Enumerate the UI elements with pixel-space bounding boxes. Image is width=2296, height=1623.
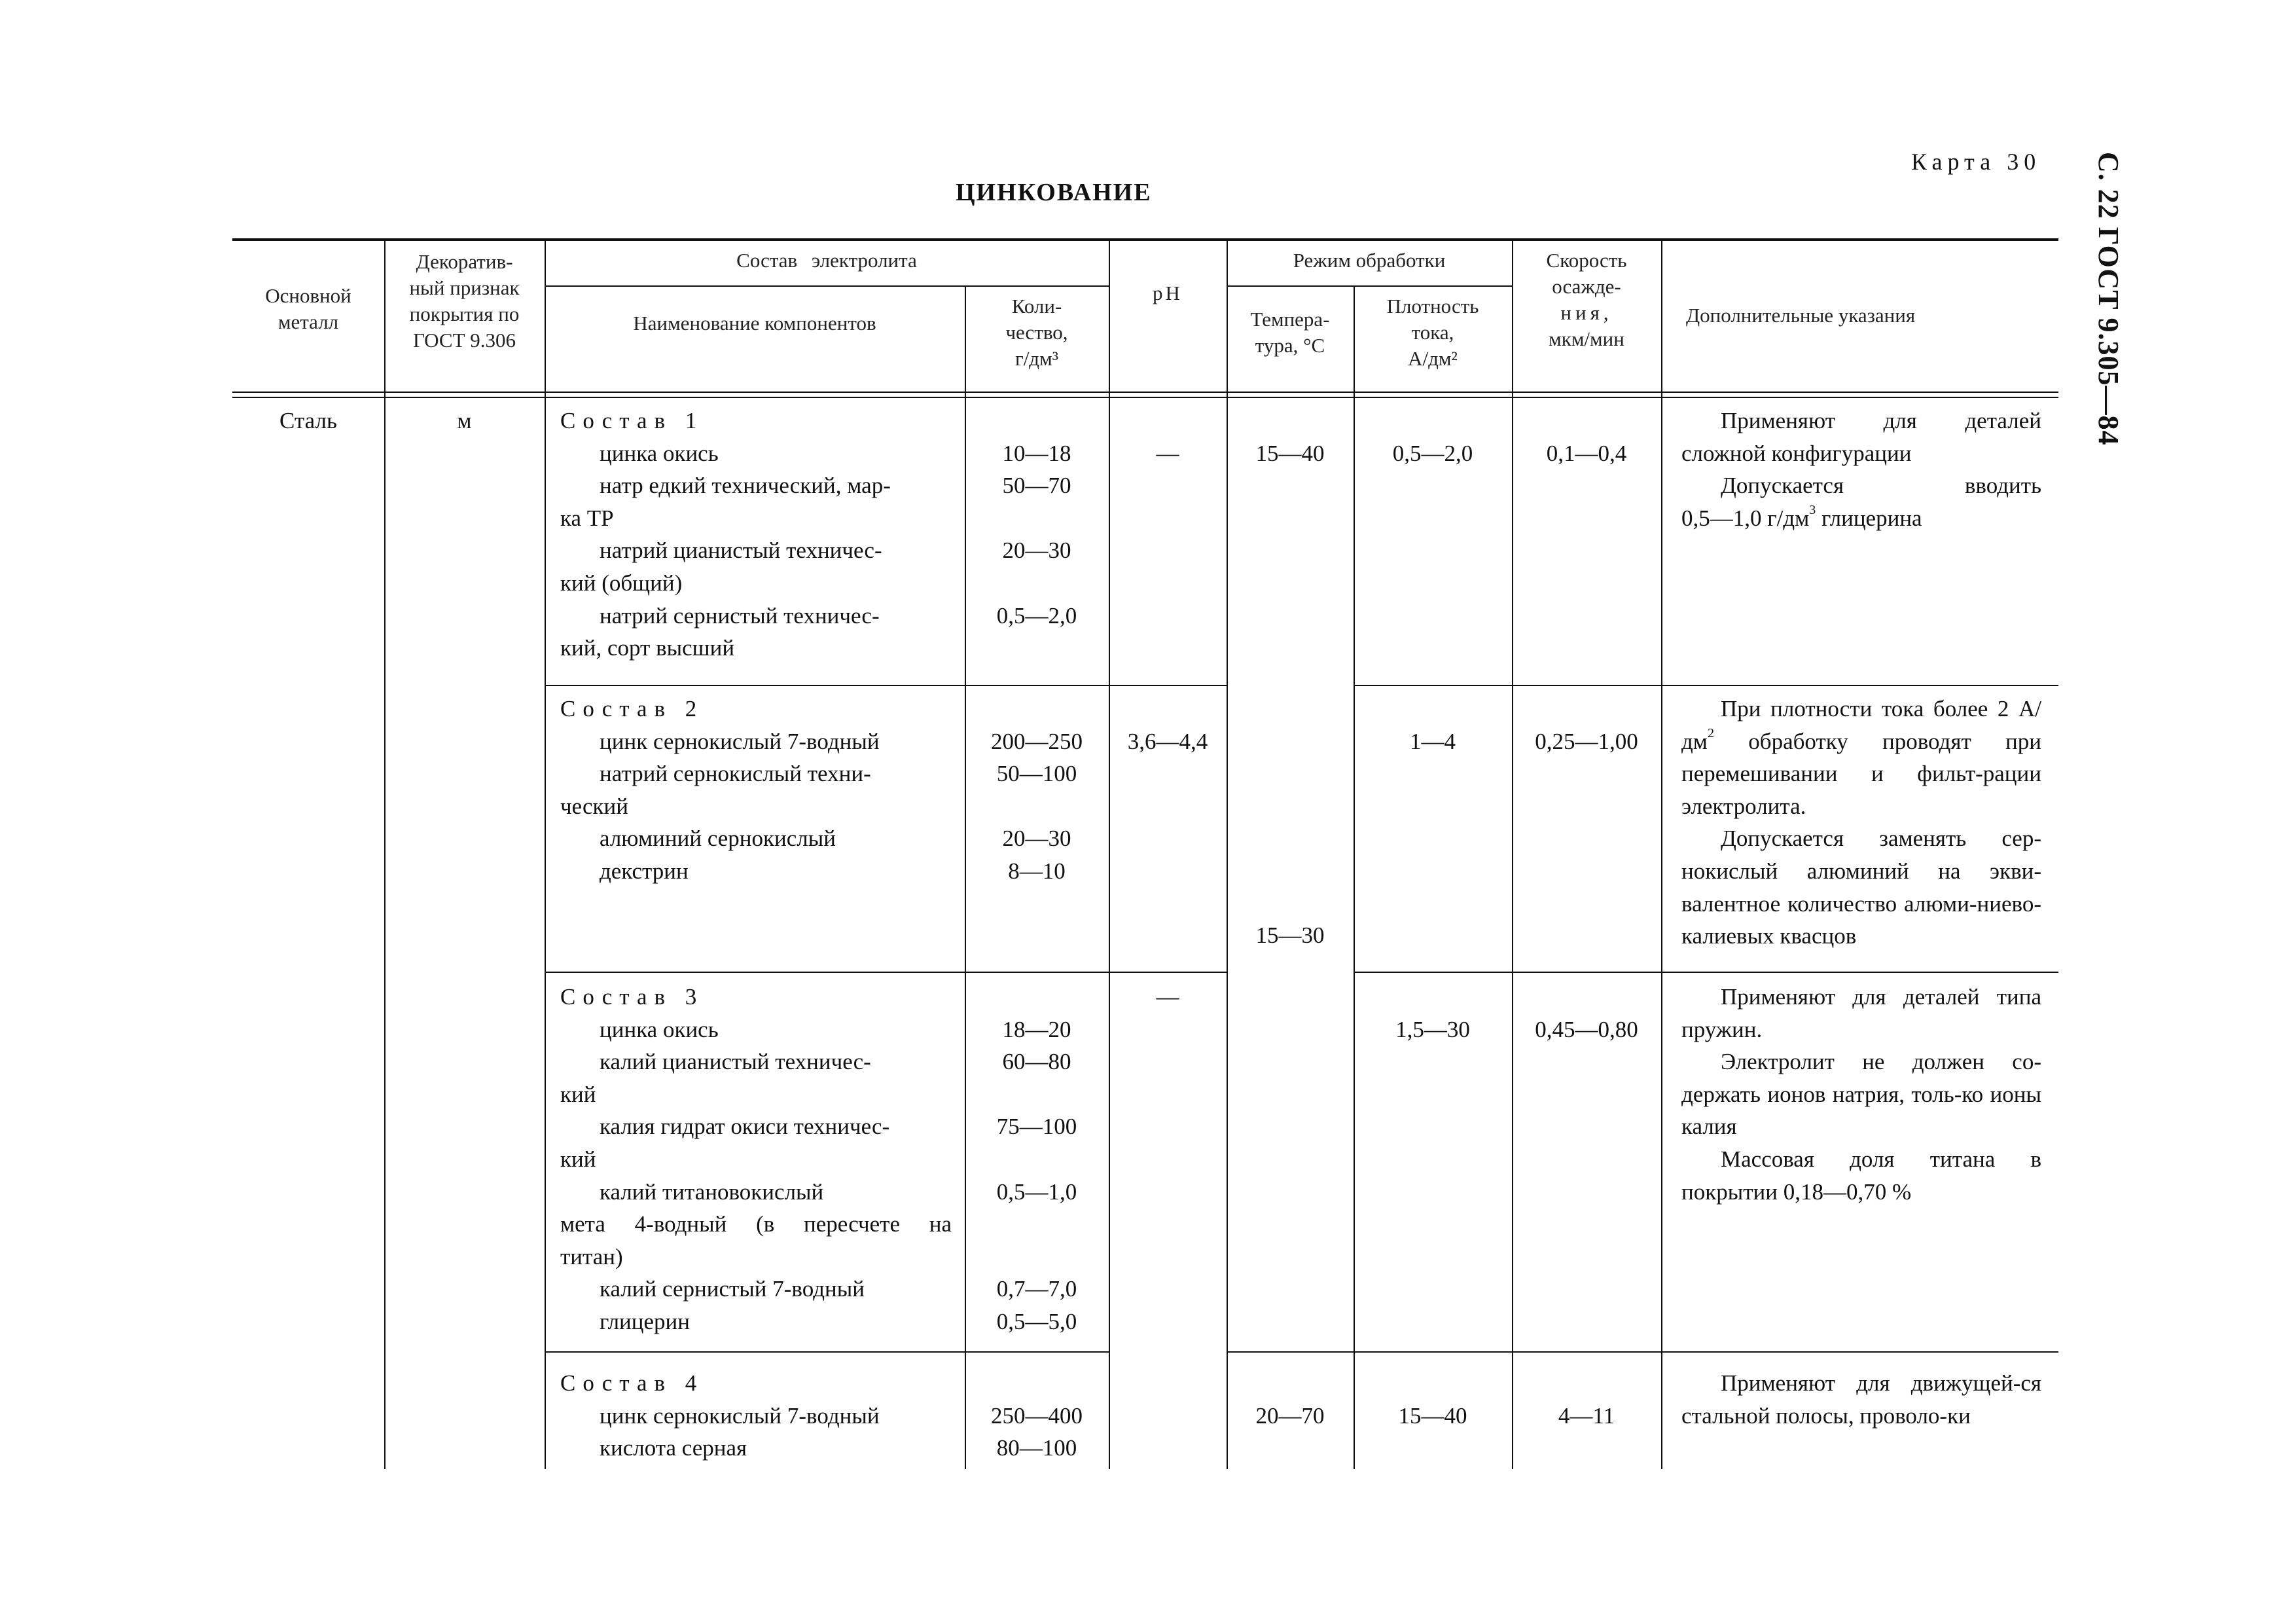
composition-1-current-density: 0,5—2,0: [1392, 440, 1473, 466]
composition-1-components: [560, 405, 952, 665]
composition-3-rate: 0,45—0,80: [1535, 1016, 1638, 1042]
composition-3-notes: [1681, 981, 2041, 1208]
composition-2-notes: [1681, 693, 2041, 953]
composition-2-components: [560, 693, 952, 888]
col-rule-5: [1227, 238, 1228, 1469]
card-label: Карта 30: [1911, 149, 2041, 175]
header-quantity: Коли- чество, г/дм³: [1005, 295, 1068, 370]
component-name: кислота серная: [600, 1435, 747, 1461]
note-paragraph: Допускается вводить 0,5—1,0 $г/дм^3$ глицерина: [1681, 473, 2041, 531]
component-name-cont: кий: [560, 1081, 596, 1107]
component-name: натрий сернистый техничес-: [600, 602, 880, 629]
header-base-metal: Основной металл: [265, 284, 351, 333]
quantity-value: 60—80: [1002, 1049, 1071, 1075]
header-ph: рН: [1153, 282, 1183, 304]
composition-1-notes: [1681, 405, 2041, 534]
quantity-value: 18—20: [1002, 1016, 1071, 1042]
composition-3-current-density: 1,5—30: [1395, 1016, 1470, 1042]
composition-4-components: [560, 1367, 952, 1465]
quantity-value: 250—400: [991, 1402, 1083, 1429]
composition-2-current-density: 1—4: [1410, 728, 1456, 754]
header-bottom-rule-2: [232, 397, 2058, 398]
composition-label: Состав 1: [560, 408, 704, 433]
header-component-name: Наименование компонентов: [633, 312, 876, 335]
composition-1-rate: 0,1—0,4: [1546, 440, 1627, 466]
quantity-value: 8—10: [1008, 858, 1066, 884]
row1-bottom-rule-right: [1354, 685, 2058, 686]
header-electrolyte: Состав электролита: [736, 249, 917, 272]
header-current-density: Плотность тока, А/дм²: [1386, 295, 1479, 370]
quantity-value: 20—30: [1002, 538, 1071, 564]
mode-subheader-rule: [1227, 285, 1512, 287]
component-name-cont: мета 4-водный (в пересчете на: [560, 1211, 952, 1237]
component-name-cont: кий: [560, 1146, 596, 1172]
component-name: натрий цианистый техничес-: [600, 538, 882, 564]
component-name: цинка окись: [600, 440, 719, 466]
col-rule-7: [1512, 238, 1513, 1469]
note-paragraph: Массовая доля титана в покрытии 0,18—0,70 %: [1681, 1146, 2041, 1205]
component-name: декстрин: [600, 858, 689, 884]
note-paragraph: Применяют для деталей сложной конфигурации: [1681, 408, 2041, 466]
row3-bottom-rule-right: [1227, 1351, 2058, 1353]
header-temperature: Темпера- тура, °С: [1250, 308, 1330, 357]
component-name: калия гидрат окиси техничес-: [600, 1114, 890, 1140]
note-paragraph: При плотности тока более 2 $А/дм^2$ обработку проводят при перемешивании и фильт-рации электролита.: [1681, 696, 2041, 819]
note-paragraph: Допускается заменять сер-нокислый алюминий на экви-валентное количество алюми-ниево-калиевых квасцов: [1681, 826, 2041, 949]
row1-bottom-rule: [545, 685, 1227, 686]
composition-4-rate: 4—11: [1558, 1402, 1615, 1429]
header-notes: Дополнительные указания: [1686, 304, 1916, 327]
component-name: алюминий сернокислый: [600, 826, 836, 852]
electrolyte-subheader-rule: [545, 285, 1109, 287]
composition-label: Состав 4: [560, 1370, 704, 1396]
component-name: калий сернистый 7-водный: [600, 1276, 865, 1302]
quantity-value: 50—70: [1002, 473, 1071, 499]
component-name-cont: кий, сорт высший: [560, 635, 735, 661]
quantity-value: 0,7—7,0: [996, 1276, 1077, 1302]
col-rule-8: [1661, 238, 1662, 1469]
component-name: цинк сернокислый 7-водный: [600, 728, 880, 754]
composition-1-ph: —: [1156, 440, 1179, 466]
composition-3-components: [560, 981, 952, 1338]
table-top-rule: [232, 238, 2058, 241]
quantity-value: 200—250: [991, 728, 1083, 754]
col-rule-2: [545, 238, 546, 1469]
col-rule-4: [1109, 238, 1110, 1469]
header-processing-mode: Режим обработки: [1293, 249, 1446, 272]
composition-3-quantities: [966, 1013, 1107, 1338]
composition-4-current-density: 15—40: [1398, 1402, 1467, 1429]
row2-bottom-rule-right: [1354, 972, 2058, 973]
note-paragraph: Применяют для деталей типа пружин.: [1681, 984, 2041, 1042]
composition-label: Состав 2: [560, 696, 704, 721]
quantity-value: 10—18: [1002, 440, 1071, 466]
composition-4-quantities: [966, 1400, 1107, 1465]
composition-2-ph: 3,6—4,4: [1127, 728, 1208, 754]
component-name-cont: ческий: [560, 793, 629, 819]
quantity-value: 50—100: [996, 761, 1077, 787]
header-deposition-rate: Скорость осажде- ния, мкм/мин: [1546, 249, 1627, 350]
composition-4-temperature: 20—70: [1255, 1402, 1325, 1429]
component-name-cont: ка ТР: [560, 505, 614, 531]
composition-2-rate: 0,25—1,00: [1535, 728, 1638, 754]
base-metal-cell: Сталь: [279, 408, 337, 433]
quantity-value: 75—100: [996, 1114, 1077, 1140]
component-name: цинка окись: [600, 1016, 719, 1042]
quantity-value: 0,5—2,0: [996, 602, 1077, 629]
component-name-cont: титан): [560, 1243, 623, 1269]
row2-bottom-rule: [545, 972, 1227, 973]
component-name: калий цианистый техничес-: [600, 1049, 871, 1075]
quantity-value: 0,5—5,0: [996, 1308, 1077, 1334]
note-paragraph: Применяют для движущей-ся стальной полосы, проволо-ки: [1681, 1370, 2041, 1429]
header-bottom-rule: [232, 392, 2058, 393]
running-header: С. 22 ГОСТ 9.305—84: [2092, 152, 2125, 446]
header-decorative-sign: Декоратив- ный признак покрытия по ГОСТ 9.306: [409, 250, 520, 352]
component-name: натрий сернокислый техни-: [600, 761, 871, 787]
component-name: калий титановокислый: [600, 1178, 824, 1205]
component-name: натр едкий технический, мар-: [600, 473, 891, 499]
quantity-value: 0,5—1,0: [996, 1178, 1077, 1205]
quantity-value: 80—100: [996, 1435, 1077, 1461]
composition-2-quantities: [966, 725, 1107, 888]
component-name: глицерин: [600, 1308, 691, 1334]
note-paragraph: Электролит не должен со-держать ионов натрия, толь-ко ионы калия: [1681, 1049, 2041, 1140]
row3-bottom-rule-left: [545, 1351, 1109, 1353]
page-title: ЦИНКОВАНИЕ: [956, 179, 1152, 206]
composition-3-ph: —: [1156, 984, 1179, 1010]
component-name: цинк сернокислый 7-водный: [600, 1402, 880, 1429]
composition-2-3-temperature: 15—30: [1255, 922, 1325, 948]
component-name-cont: кий (общий): [560, 570, 683, 596]
composition-1-temperature: 15—40: [1255, 440, 1325, 466]
composition-4-notes: [1681, 1367, 2041, 1432]
composition-label: Состав 3: [560, 984, 704, 1010]
composition-1-quantities: [966, 437, 1107, 632]
decorative-sign-cell: м: [457, 408, 472, 433]
quantity-value: 20—30: [1002, 826, 1071, 852]
